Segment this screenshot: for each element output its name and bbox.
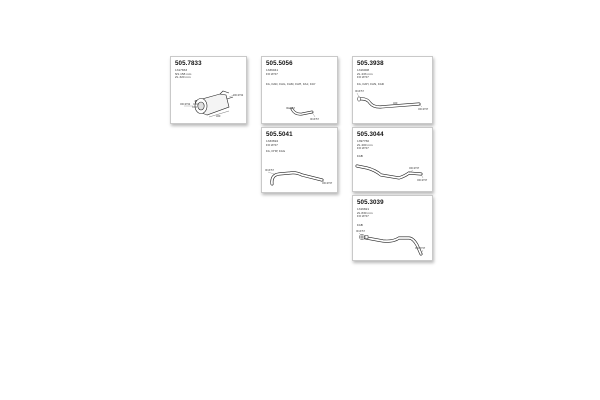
spec-line: NS 158 mm xyxy=(175,71,192,76)
part-card-505-7833[interactable] xyxy=(170,56,247,124)
dimension-label: ID Ø 57 xyxy=(356,230,365,233)
dimension-label: OD Ø 57 xyxy=(409,167,420,170)
pipe-drawing xyxy=(353,196,433,261)
spec-line: FAB xyxy=(357,223,363,227)
part-number: 505.5056 xyxy=(266,60,293,67)
spec-line: FO Ø 57 xyxy=(357,214,369,218)
spec-line: ZL 433 mm xyxy=(357,71,373,76)
spec-line: FO Ø 57 xyxy=(357,75,369,79)
part-card-505-3938[interactable] xyxy=(352,56,433,124)
dimension-label: OD Ø 57 xyxy=(322,182,333,185)
dimension-label: OD Ø 52 xyxy=(180,103,191,106)
part-number: 505.3039 xyxy=(357,199,384,206)
part-number: 505.3938 xyxy=(357,60,384,67)
dimension-label: ID Ø 57 xyxy=(265,169,274,172)
spec-line: FA, FHP, FAG xyxy=(266,149,286,153)
dimension-label: OD Ø 57 xyxy=(417,179,428,182)
dimension-label: ID Ø 57 xyxy=(355,90,364,93)
spec-line: FO Ø 57 xyxy=(266,71,278,76)
part-card-505-5041[interactable] xyxy=(261,127,338,193)
pipe-drawing xyxy=(262,128,338,193)
dimension-label: OD Ø 57 xyxy=(415,247,426,250)
spec-line: ZL 400 mm xyxy=(357,142,373,147)
spec-line: FO Ø 57 xyxy=(357,146,369,150)
pipe-drawing xyxy=(353,128,433,192)
part-card-505-3039[interactable] xyxy=(352,195,433,261)
spec-line: FO Ø 57 xyxy=(266,142,278,147)
spec-line: 1336041 xyxy=(266,68,279,72)
pipe-drawing xyxy=(262,57,338,124)
part-number: 505.7833 xyxy=(175,60,202,67)
spec-line: FA, FAD, FAG, FAM, FAH, FAJ, FAY xyxy=(266,82,316,86)
dimension-label: 320 xyxy=(216,115,221,118)
dimension-label: 320 xyxy=(393,102,398,105)
dimension-label: OD Ø 57 xyxy=(418,108,429,111)
dimension-label: ID Ø 57 xyxy=(310,118,319,121)
spec-line: ZL 320 mm xyxy=(175,75,191,79)
part-card-505-3044[interactable] xyxy=(352,127,433,192)
part-number: 505.5041 xyxy=(266,131,293,138)
spec-line: FA, FAH, FAN, FAD xyxy=(357,82,384,86)
spec-line: 1316008 xyxy=(357,68,370,72)
part-number: 505.3044 xyxy=(357,131,384,138)
spec-line: 1397760 xyxy=(357,139,370,143)
pipe-drawing xyxy=(353,57,433,124)
dimension-label: ID Ø 57 xyxy=(286,107,295,110)
spec-line: 1333694 xyxy=(266,139,279,143)
dimension-label: OD Ø 52 xyxy=(233,94,244,97)
spec-line: FAB xyxy=(357,154,363,158)
spec-line: 1317833 xyxy=(175,68,188,72)
muffler-drawing xyxy=(171,57,247,124)
part-card-505-5056[interactable] xyxy=(261,56,338,124)
spec-line: ZL 830 mm xyxy=(357,210,373,215)
spec-line: 1316821 xyxy=(357,207,370,211)
